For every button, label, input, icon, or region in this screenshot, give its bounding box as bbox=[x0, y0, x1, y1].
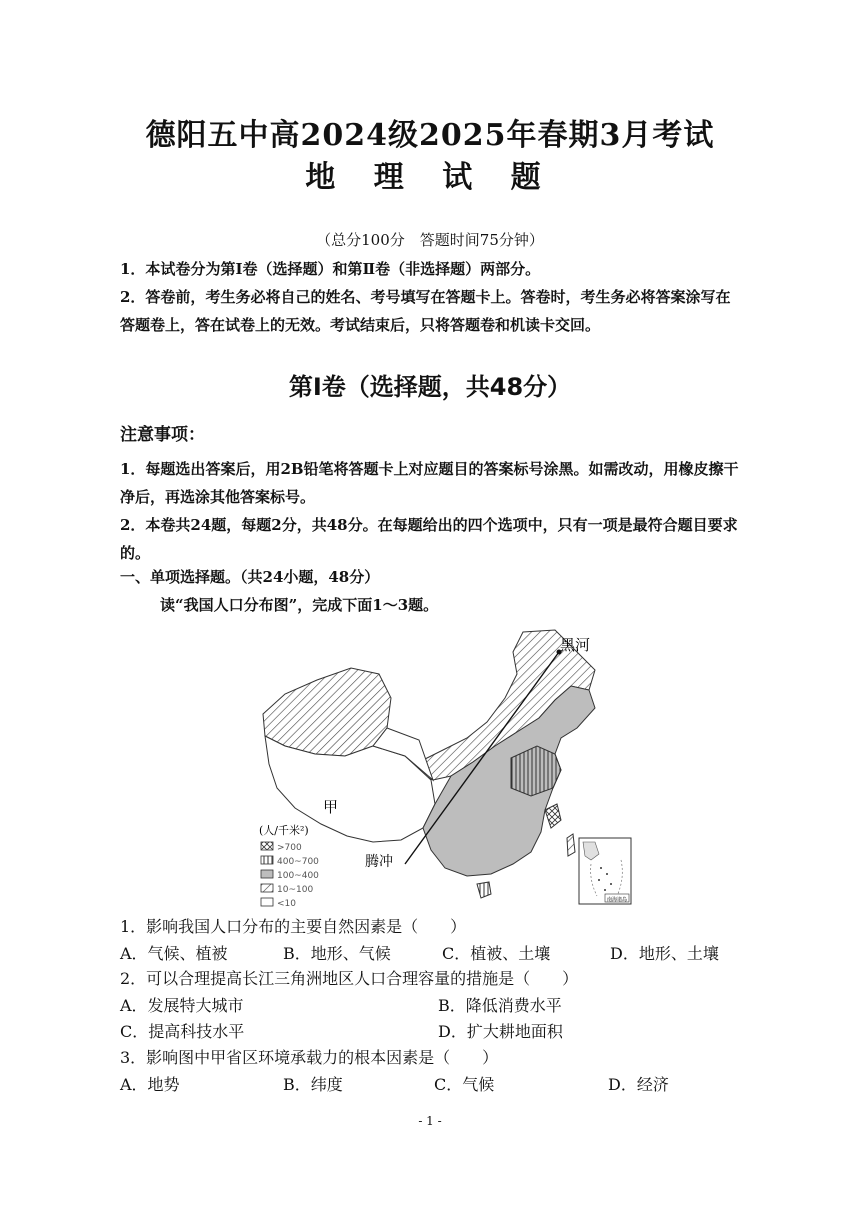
question-2-option-a: A．发展特大城市 bbox=[120, 996, 244, 1015]
exam-title: 德阳五中高2024级2025年春期3月考试 bbox=[145, 118, 715, 153]
question-1-stem: 1．影响我国人口分布的主要自然因素是（ ） bbox=[120, 917, 467, 936]
instruction-2: 2．答卷前，考生务必将自己的姓名、考号填写在答题卡上。答卷时，考生务必将答案涂写在答题卷上，答在试卷上的无效。考试结束后，只将答题卷和机读卡交回。 bbox=[120, 288, 731, 334]
question-1-option-a: A．气候、植被 bbox=[120, 944, 228, 963]
label-tengchong: 腾冲 bbox=[365, 854, 393, 870]
instruction-1: 1．本试卷分为第Ⅰ卷（选择题）和第Ⅱ卷（非选择题）两部分。 bbox=[120, 260, 541, 278]
legend-swatch-10-100 bbox=[261, 884, 273, 892]
question-2-option-b: B．降低消费水平 bbox=[438, 996, 562, 1015]
legend-label-0: >700 bbox=[277, 843, 302, 853]
question-3-option-b: B．纬度 bbox=[283, 1075, 343, 1094]
question-1-option-d: D．地形、土壤 bbox=[610, 944, 719, 963]
inset-label: 南海诸岛 bbox=[607, 897, 628, 903]
page-number: - 1 - bbox=[418, 1114, 442, 1128]
legend-label-3: 10~100 bbox=[277, 885, 314, 895]
question-3-stem: 3．影响图中甲省区环境承载力的根本因素是（ ） bbox=[120, 1048, 499, 1067]
question-3-option-a: A．地势 bbox=[120, 1075, 180, 1094]
map-region-xinjiang bbox=[263, 668, 391, 756]
notice-heading: 注意事项： bbox=[120, 425, 205, 445]
legend-label-4: <10 bbox=[277, 899, 296, 909]
map-region-delta bbox=[545, 804, 561, 828]
label-jia: 甲 bbox=[323, 798, 339, 816]
legend-swatch-10 bbox=[261, 898, 273, 906]
legend-label-1: 400~700 bbox=[277, 857, 319, 867]
question-3-option-d: D．经济 bbox=[608, 1075, 669, 1094]
label-heihe: 黑河 bbox=[560, 636, 591, 654]
notice-item-1: 1．每题选出答案后，用2B铅笔将答题卡上对应题目的答案标号涂黑。如需改动，用橡皮擦干净后，再选涂其他答案标号。 bbox=[120, 460, 739, 506]
legend-swatch-400-700 bbox=[261, 856, 273, 864]
section-title: 第Ⅰ卷（选择题，共48分） bbox=[288, 373, 572, 401]
map-legend bbox=[259, 823, 319, 909]
question-1-option-c: C．植被、土壤 bbox=[442, 944, 551, 963]
question-intro: 读“我国人口分布图”，完成下面1～3题。 bbox=[160, 596, 439, 614]
legend-label-2: 100~400 bbox=[277, 871, 319, 881]
population-map-svg bbox=[255, 628, 645, 910]
question-2-option-d: D．扩大耕地面积 bbox=[438, 1022, 563, 1041]
south-china-sea-inset bbox=[579, 838, 631, 904]
question-2-option-c: C．提高科技水平 bbox=[120, 1022, 245, 1041]
notice-item-2: 2．本卷共24题，每题2分，共48分。在每题给出的四个选项中，只有一项是最符合题目要求的。 bbox=[120, 516, 738, 562]
question-2-stem: 2．可以合理提高长江三角洲地区人口合理容量的措施是（ ） bbox=[120, 969, 579, 988]
subject-title: 地 理 试 题 bbox=[305, 160, 555, 195]
legend-unit: (人/千米²) bbox=[259, 824, 309, 837]
population-map bbox=[255, 628, 645, 910]
exam-meta: （总分100分 答题时间75分钟） bbox=[316, 231, 544, 249]
legend-swatch-100-400 bbox=[261, 870, 273, 878]
legend-swatch-700 bbox=[261, 842, 273, 850]
part-heading: 一、单项选择题。（共24小题，48分） bbox=[120, 568, 380, 586]
question-3-option-c: C．气候 bbox=[434, 1075, 495, 1094]
map-region-taiwan bbox=[567, 834, 575, 856]
question-1-option-b: B．地形、气候 bbox=[283, 944, 391, 963]
map-region-hainan bbox=[477, 882, 491, 898]
